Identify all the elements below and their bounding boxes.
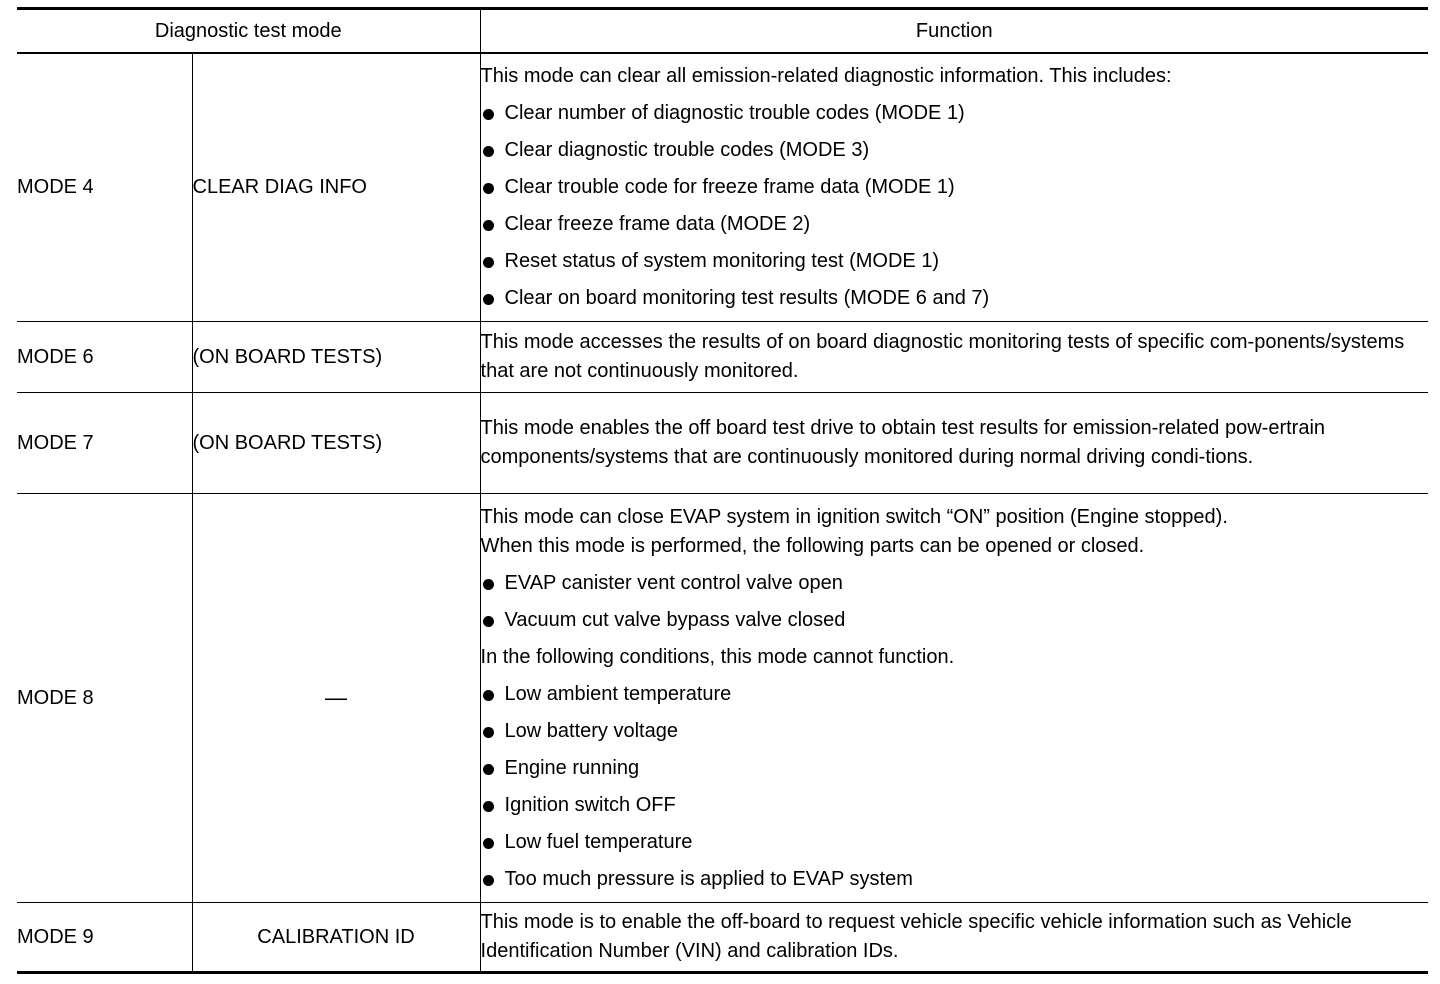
bullet-item: Clear on board monitoring test results (MODE 6 and 7) bbox=[481, 284, 1429, 313]
table-row bbox=[17, 494, 1428, 903]
bullet-item: Reset status of system monitoring test (MODE 1) bbox=[481, 247, 1429, 276]
bullet-item: EVAP canister vent control valve open bbox=[481, 569, 1429, 598]
function-intro: This mode can close EVAP system in ignition switch “ON” position (Engine stopped). bbox=[480, 505, 1228, 528]
bullet-item: Clear freeze frame data (MODE 2) bbox=[481, 210, 1429, 239]
function-cell: This mode is to enable the off-board to request vehicle specific vehicle information such as Vehicle Identification Number (VIN) and calibration IDs. bbox=[480, 903, 1428, 973]
diagnostic-mode-table bbox=[17, 7, 1428, 974]
mode-cell: MODE 4 bbox=[17, 53, 192, 322]
bullet-item: Clear number of diagnostic trouble codes (MODE 1) bbox=[481, 99, 1429, 128]
table-row bbox=[17, 53, 1428, 322]
condition-item: Low ambient temperature bbox=[481, 680, 1429, 709]
bullet-item: Clear diagnostic trouble codes (MODE 3) bbox=[481, 136, 1429, 165]
function-intro: This mode can clear all emission-related diagnostic information. This includes: bbox=[480, 65, 1172, 87]
header-function: Function bbox=[480, 9, 1428, 54]
conditions-intro: In the following conditions, this mode cannot function. bbox=[480, 645, 955, 668]
header-diagnostic-test-mode: Diagnostic test mode bbox=[17, 9, 480, 54]
mode-name-cell: (ON BOARD TESTS) bbox=[192, 322, 480, 393]
condition-item: Too much pressure is applied to EVAP system bbox=[481, 865, 1429, 894]
condition-item: Low fuel temperature bbox=[481, 828, 1429, 857]
table-header-row bbox=[17, 9, 1428, 54]
condition-item: Low battery voltage bbox=[481, 717, 1429, 746]
function-cell: This mode accesses the results of on board diagnostic monitoring tests of specific com-ponents/systems that are not continuously monitored. bbox=[480, 322, 1428, 393]
bullet-item: Vacuum cut valve bypass valve closed bbox=[481, 606, 1429, 635]
function-cell bbox=[480, 494, 1428, 903]
condition-item: Engine running bbox=[481, 754, 1429, 783]
mode-cell: MODE 8 bbox=[17, 494, 192, 903]
mode-name-cell: CLEAR DIAG INFO bbox=[192, 53, 480, 322]
bullet-item: Clear trouble code for freeze frame data (MODE 1) bbox=[481, 173, 1429, 202]
table-row bbox=[17, 903, 1428, 973]
mode-cell: MODE 7 bbox=[17, 393, 192, 494]
mode-name-cell bbox=[192, 494, 480, 903]
function-intro-continued: When this mode is performed, the following parts can be opened or closed. bbox=[480, 534, 1145, 557]
table-row bbox=[17, 322, 1428, 393]
mode-cell: MODE 9 bbox=[17, 903, 192, 973]
mode-name-cell: (ON BOARD TESTS) bbox=[192, 393, 480, 494]
function-cell: This mode enables the off board test drive to obtain test results for emission-related pow-ertrain components/systems that are continuously monitored during normal driving condi-tions. bbox=[480, 393, 1428, 494]
mode-name-cell: CALIBRATION ID bbox=[192, 903, 480, 973]
function-cell bbox=[480, 53, 1428, 322]
condition-item: Ignition switch OFF bbox=[481, 791, 1429, 820]
mode-cell: MODE 6 bbox=[17, 322, 192, 393]
dash-placeholder: — bbox=[325, 684, 347, 710]
table-row bbox=[17, 393, 1428, 494]
